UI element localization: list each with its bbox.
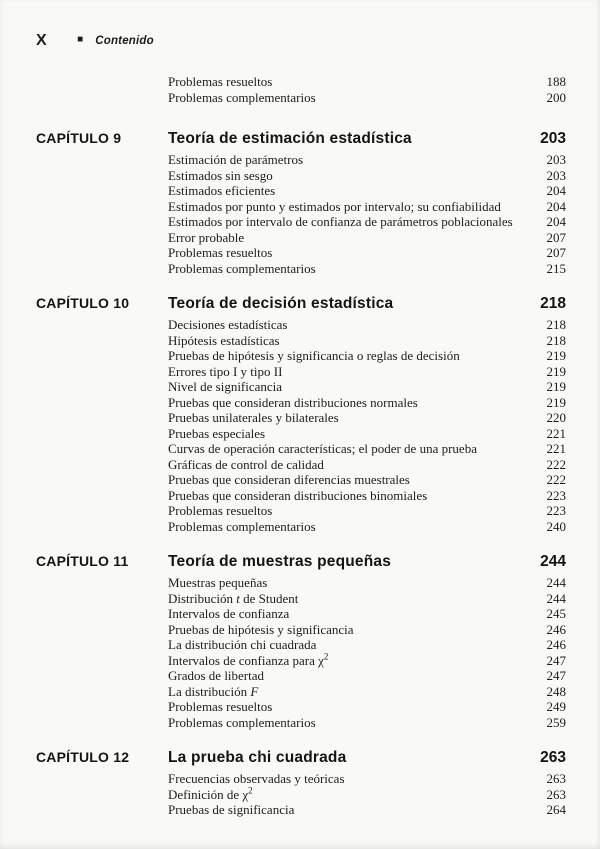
toc-entry-page: 245	[546, 606, 566, 621]
toc-entry	[168, 395, 566, 411]
toc-entry-label: Estimados sin sesgo	[168, 167, 273, 183]
toc-entry	[168, 410, 566, 426]
toc-entry-page: 207	[546, 245, 566, 260]
toc-entry-label: Grados de libertad	[168, 668, 265, 683]
toc-entry-label: Decisiones estadísticas	[168, 317, 288, 332]
toc-entry-page: 204	[546, 214, 566, 229]
toc-entry	[168, 699, 566, 715]
page-header	[36, 32, 566, 50]
toc-entry-label	[168, 591, 547, 607]
label-text: Intervalos de confianza para χ	[168, 652, 324, 668]
chapter-page-number: 244	[540, 553, 566, 570]
toc-section	[36, 749, 566, 818]
toc-entry	[168, 457, 566, 473]
toc-entry	[168, 333, 566, 349]
chapter-number: CAPÍTULO 9	[36, 130, 122, 146]
toc-entry-page: 203	[546, 152, 566, 167]
toc-entry	[168, 715, 566, 731]
toc-entry-label: Pruebas de hipótesis y significancia	[168, 621, 354, 637]
toc-entry	[168, 472, 566, 488]
toc-entry-page: 240	[546, 518, 566, 534]
label-text: La distribución	[168, 683, 251, 699]
toc-entry	[168, 364, 566, 380]
page-number: X	[36, 32, 48, 49]
label-text: Distribución	[168, 590, 237, 606]
toc-entry-label: Problemas complementarios	[168, 518, 316, 534]
toc-entry-label: Problemas resueltos	[168, 503, 273, 518]
toc-entry-page: 264	[546, 802, 566, 817]
toc-entry	[168, 74, 566, 90]
toc-entry-page: 219	[546, 379, 566, 394]
toc-entry-label: Estimados por punto y estimados por intervalo; su confiabilidad	[168, 198, 501, 214]
toc-entry-page: 244	[546, 575, 566, 590]
chapter-page-number: 263	[540, 749, 566, 766]
toc-entry	[168, 575, 566, 591]
toc-entry-label: Gráficas de control de calidad	[168, 456, 324, 472]
toc-entry	[168, 379, 566, 395]
toc-entry	[168, 261, 566, 277]
chapter-number: CAPÍTULO 12	[36, 749, 130, 765]
toc-entry-page: 259	[546, 714, 566, 730]
toc-entry-page: 218	[546, 332, 566, 348]
toc-entry-label: Estimados eficientes	[168, 183, 276, 198]
toc-entry-page: 248	[546, 683, 566, 699]
chapter-heading	[36, 130, 566, 148]
toc-entry-label: Estimados por intervalo de confianza de parámetros poblacionales	[168, 214, 513, 229]
toc-entry	[168, 503, 566, 519]
toc-entry	[168, 230, 566, 246]
toc-entry-page: 223	[546, 503, 566, 518]
toc-entry-page: 204	[546, 198, 566, 214]
toc-entry-label	[168, 684, 547, 700]
italic-symbol: F	[250, 683, 259, 699]
toc-entry-page: 215	[546, 260, 566, 276]
chapter-page-number: 218	[540, 295, 566, 312]
toc-entry-page: 219	[546, 348, 566, 363]
toc-section	[36, 130, 566, 276]
toc-entry-label: Problemas resueltos	[168, 699, 273, 714]
toc-entry-page: 200	[546, 89, 566, 105]
superscript: 2	[248, 785, 253, 796]
chapter-number: CAPÍTULO 11	[36, 553, 129, 569]
toc-entry	[168, 684, 566, 700]
toc-section	[36, 74, 566, 105]
toc-entry-label: Intervalos de confianza	[168, 606, 290, 621]
toc-entry-page: 249	[546, 699, 566, 714]
label-text: de Student	[239, 590, 299, 606]
toc-entry-label: Pruebas que consideran distribuciones binomiales	[168, 487, 428, 503]
toc-entry-label: Pruebas unilaterales y bilaterales	[168, 410, 339, 425]
toc-entry-page: 263	[546, 771, 566, 786]
toc-entry-label: Problemas resueltos	[168, 74, 273, 89]
toc-entry	[168, 653, 566, 669]
toc-entry	[168, 348, 566, 364]
toc-entry-page: 207	[546, 229, 566, 245]
toc-entry	[168, 183, 566, 199]
toc-entry-label: Problemas resueltos	[168, 245, 273, 260]
toc-entry	[168, 519, 566, 535]
toc-entry	[168, 90, 566, 106]
toc-entry-label: Hipótesis estadísticas	[168, 332, 280, 348]
toc-entry	[168, 199, 566, 215]
toc-entry-page: 246	[546, 621, 566, 637]
toc-entry	[168, 771, 566, 787]
toc-entry-label: Curvas de operación características; el poder de una prueba	[168, 441, 477, 456]
chapter-title: La prueba chi cuadrada	[168, 749, 347, 766]
toc-entry	[168, 622, 566, 638]
toc-entry-page: 223	[546, 487, 566, 503]
chapter-number: CAPÍTULO 10	[36, 295, 130, 311]
running-head: Contenido	[95, 35, 154, 47]
chapter-heading	[36, 295, 566, 313]
toc-section	[36, 295, 566, 534]
toc-entry	[168, 168, 566, 184]
square-bullet-icon: ■	[77, 34, 84, 45]
toc-entry	[168, 802, 566, 818]
toc-entry-label: Problemas complementarios	[168, 89, 316, 105]
chapter-title: Teoría de estimación estadística	[168, 130, 412, 147]
toc-entry-page: 221	[546, 441, 566, 456]
toc-entry-page: 219	[546, 363, 566, 379]
toc-entry-label: Problemas complementarios	[168, 714, 316, 730]
label-text: Definición de χ	[168, 786, 249, 802]
toc-entry-page: 244	[546, 590, 566, 606]
toc-entry	[168, 591, 566, 607]
toc-entry-page: 218	[546, 317, 566, 332]
italic-symbol: t	[236, 590, 240, 606]
toc-entry	[168, 637, 566, 653]
chapter-title: Teoría de muestras pequeñas	[168, 553, 392, 570]
toc-entry-page: 219	[546, 394, 566, 410]
toc-entry-label: Pruebas especiales	[168, 425, 266, 441]
toc-entry	[168, 426, 566, 442]
toc-entry-page: 246	[546, 637, 566, 652]
toc-entry-label: Pruebas que consideran distribuciones normales	[168, 394, 418, 410]
toc-entry-page: 247	[546, 668, 566, 683]
toc-entry-label: Problemas complementarios	[168, 260, 316, 276]
toc-entry	[168, 606, 566, 622]
toc-entry-label	[168, 653, 547, 669]
toc-entry	[168, 441, 566, 457]
toc-entry-label: Nivel de significancia	[168, 379, 283, 394]
toc-entry	[168, 668, 566, 684]
toc-entry-label: Estimación de parámetros	[168, 152, 304, 167]
toc-entry-label: La distribución chi cuadrada	[168, 637, 317, 652]
toc-entry-page: 220	[546, 410, 566, 425]
toc-entry	[168, 245, 566, 261]
toc-entry-label	[168, 787, 547, 803]
toc-entry-page: 222	[546, 456, 566, 472]
toc-entry	[168, 787, 566, 803]
toc-entry-page: 221	[546, 425, 566, 441]
toc-entry-page: 263	[546, 786, 566, 802]
toc-entry-label: Error probable	[168, 229, 245, 245]
chapter-title: Teoría de decisión estadística	[168, 295, 394, 312]
toc-entry-page: 222	[546, 472, 566, 487]
chapter-heading	[36, 749, 566, 767]
toc-entry-label: Frecuencias observadas y teóricas	[168, 771, 345, 786]
toc-entry	[168, 152, 566, 168]
superscript: 2	[323, 651, 329, 662]
chapter-page-number: 203	[540, 130, 566, 147]
toc-entry	[168, 317, 566, 333]
toc-entry-page: 188	[546, 74, 566, 89]
toc-entry-page: 247	[546, 652, 566, 668]
toc-entry-label: Pruebas de hipótesis y significancia o reglas de decisión	[168, 348, 460, 363]
toc-entry	[168, 214, 566, 230]
toc-entry-label: Pruebas de significancia	[168, 802, 295, 817]
toc-entry-label: Muestras pequeñas	[168, 575, 268, 590]
chapter-heading	[36, 553, 566, 571]
toc-entry-label: Errores tipo I y tipo II	[168, 363, 283, 379]
table-of-contents	[36, 74, 566, 818]
toc-entry-label: Pruebas que consideran diferencias muestrales	[168, 472, 410, 487]
toc-entry-page: 203	[546, 167, 566, 183]
toc-entry	[168, 488, 566, 504]
toc-section	[36, 553, 566, 730]
toc-entry-page: 204	[546, 183, 566, 198]
